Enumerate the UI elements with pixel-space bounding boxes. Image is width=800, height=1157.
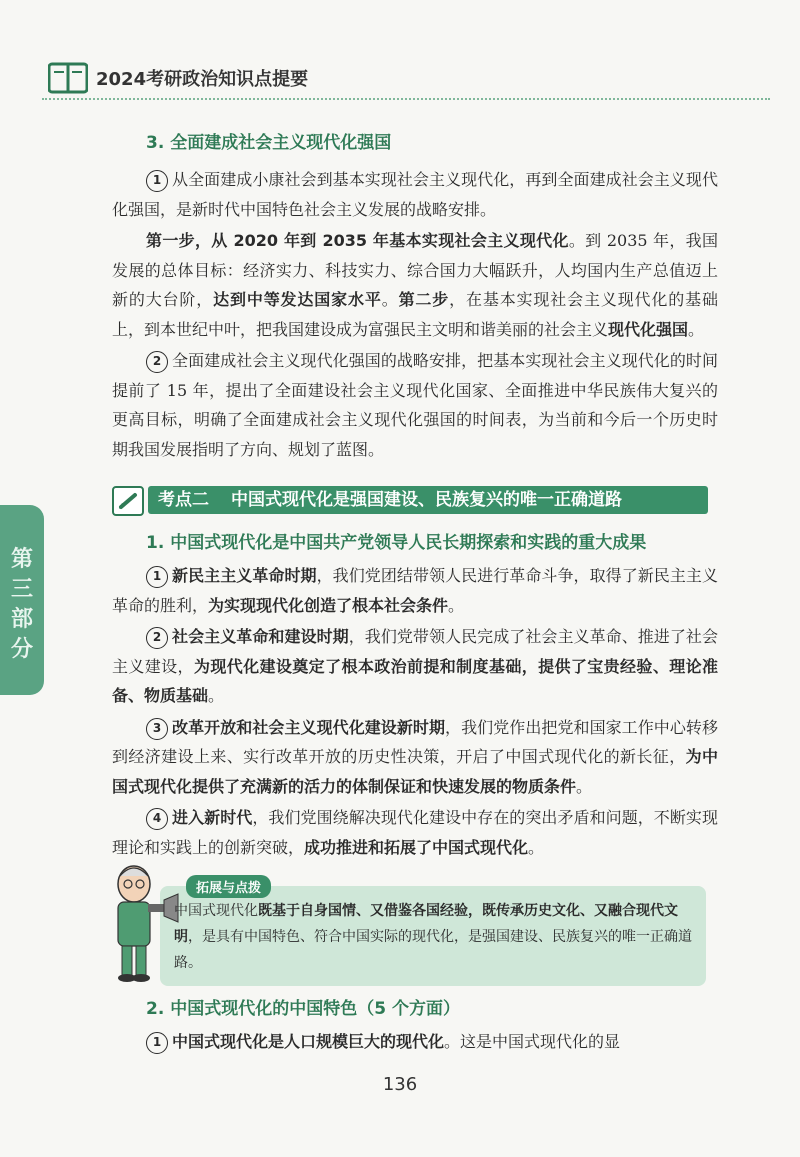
- exam-point-title: 中国式现代化是强国建设、民族复兴的唯一正确道路: [231, 490, 622, 510]
- bold-text: 达到中等发达国家水平: [213, 290, 382, 309]
- bold-text: 为现代化建设奠定了根本政治前提和制度基础，提供了宝贵经验、理论准备、物质基础: [112, 656, 718, 705]
- paragraph: [112, 622, 718, 711]
- paragraph-text: 。这是中国式现代化的显: [444, 1032, 621, 1051]
- section-3: [112, 128, 718, 466]
- section-2-heading: 2. 中国式现代化的中国特色（5 个方面）: [146, 999, 460, 1019]
- item-number-badge: 1: [146, 170, 168, 192]
- item-number-badge: 4: [146, 808, 168, 830]
- bold-text: 第一步，从 2020 年到 2035 年基本实现社会主义现代化: [146, 231, 569, 250]
- tip-text-plain: 中国式现代化: [174, 903, 258, 919]
- tip-label: 拓展与点拨: [186, 875, 271, 898]
- section-1: [112, 528, 718, 864]
- paragraph-text: 全面建成社会主义现代化强国的战略安排，把基本实现社会主义现代化的时间提前了 15 年，提出了全面建设社会主义现代化国家、全面推进中华民族伟大复兴的更高目标，明确了全面建成社会主义现代化强国的时间表，为当前和今后一个历史时期我国发展指明了方向、规划了蓝图。: [112, 351, 718, 459]
- tip-text: [174, 898, 694, 976]
- paragraph-text: 。: [448, 595, 465, 615]
- paragraph: [112, 1027, 718, 1057]
- section-1-heading: 1. 中国式现代化是中国共产党领导人民长期探索和实践的重大成果: [146, 533, 647, 553]
- item-number-badge: 1: [146, 1032, 168, 1054]
- bold-text: 中国式现代化是人口规模巨大的现代化: [172, 1032, 445, 1051]
- paragraph-text: 。: [528, 837, 545, 857]
- item-number-badge: 2: [146, 351, 168, 373]
- paragraph-text: 。: [688, 319, 705, 339]
- paragraph-text: 。: [208, 686, 225, 705]
- bold-text: 改革开放和社会主义现代化建设新时期: [172, 717, 446, 737]
- paragraph-text: 。: [381, 290, 399, 309]
- page-header: [48, 58, 308, 98]
- page-number: 136: [382, 1074, 418, 1095]
- tip-text-bold: 既基于自身国情、又借鉴各国经验，既传承历史文化、又融合现代文明: [174, 903, 678, 945]
- side-tab-label: 第三部分: [11, 547, 34, 662]
- paragraph-text: ，我们党作出把党和国家工作中心转移到经济建设上来、实行改革开放的历史性决策，开启了中国式现代化的新长征，: [112, 717, 718, 766]
- paragraph-text: ，我们党团结带领人民进行革命斗争，取得了新民主主义革命的胜利，: [112, 566, 718, 615]
- bold-text: 现代化强国: [608, 319, 689, 339]
- header-title: 2024考研政治知识点提要: [96, 69, 309, 90]
- paragraph-text: 。: [576, 776, 593, 796]
- paragraph-text: ，我们党带领人民完成了社会主义革命、推进了社会主义建设，: [112, 627, 718, 676]
- bold-text: 成功推进和拓展了中国式现代化: [304, 837, 529, 857]
- paragraph-text: 。到 2035 年，我国发展的总体目标：经济实力、科技实力、综合国力大幅跃升，人均国内生产总值迈上新的大台阶，: [112, 231, 718, 309]
- paragraph: [112, 713, 718, 802]
- part-side-tab: [0, 505, 44, 695]
- paragraph: [112, 165, 718, 224]
- paragraph: [112, 803, 718, 862]
- paragraph: [112, 226, 718, 344]
- exam-point-title-bar: [148, 486, 708, 514]
- exam-point-tag: 考点二: [158, 490, 209, 510]
- teacher-mascot-icon: [104, 862, 180, 986]
- header-divider: [42, 98, 770, 100]
- paragraph-text: ，在基本实现社会主义现代化的基础上，到本世纪中叶，把我国建设成为富强民主文明和谐美丽的社会主义: [112, 290, 718, 339]
- item-number-badge: 3: [146, 718, 168, 740]
- bold-text: 第二步: [398, 290, 450, 309]
- bold-text: 为中国式现代化提供了充满新的活力的体制保证和快速发展的物质条件: [112, 747, 718, 796]
- paragraph-text: 从全面建成小康社会到基本实现社会主义现代化，再到全面建成社会主义现代化强国，是新时代中国特色社会主义发展的战略安排。: [112, 170, 718, 219]
- item-number-badge: 1: [146, 566, 168, 588]
- pencil-icon: [112, 486, 144, 516]
- bold-text: 社会主义革命和建设时期: [172, 627, 349, 646]
- paragraph-text: ，我们党围绕解决现代化建设中存在的突出矛盾和问题，不断实现理论和实践上的创新突破，: [112, 808, 718, 857]
- section-2: [112, 994, 718, 1059]
- exam-point-banner: [112, 486, 708, 514]
- tip-text-plain: ，是具有中国特色、符合中国实际的现代化，是强国建设、民族复兴的唯一正确道路。: [174, 929, 692, 971]
- bold-text: 进入新时代: [172, 808, 253, 827]
- open-book-icon: [48, 62, 88, 94]
- bold-text: 新民主主义革命时期: [172, 566, 317, 585]
- item-number-badge: 2: [146, 627, 168, 649]
- bold-text: 为实现现代化创造了根本社会条件: [208, 595, 449, 615]
- paragraph: [112, 346, 718, 464]
- section-3-heading: 3. 全面建成社会主义现代化强国: [146, 133, 392, 153]
- paragraph: [112, 561, 718, 620]
